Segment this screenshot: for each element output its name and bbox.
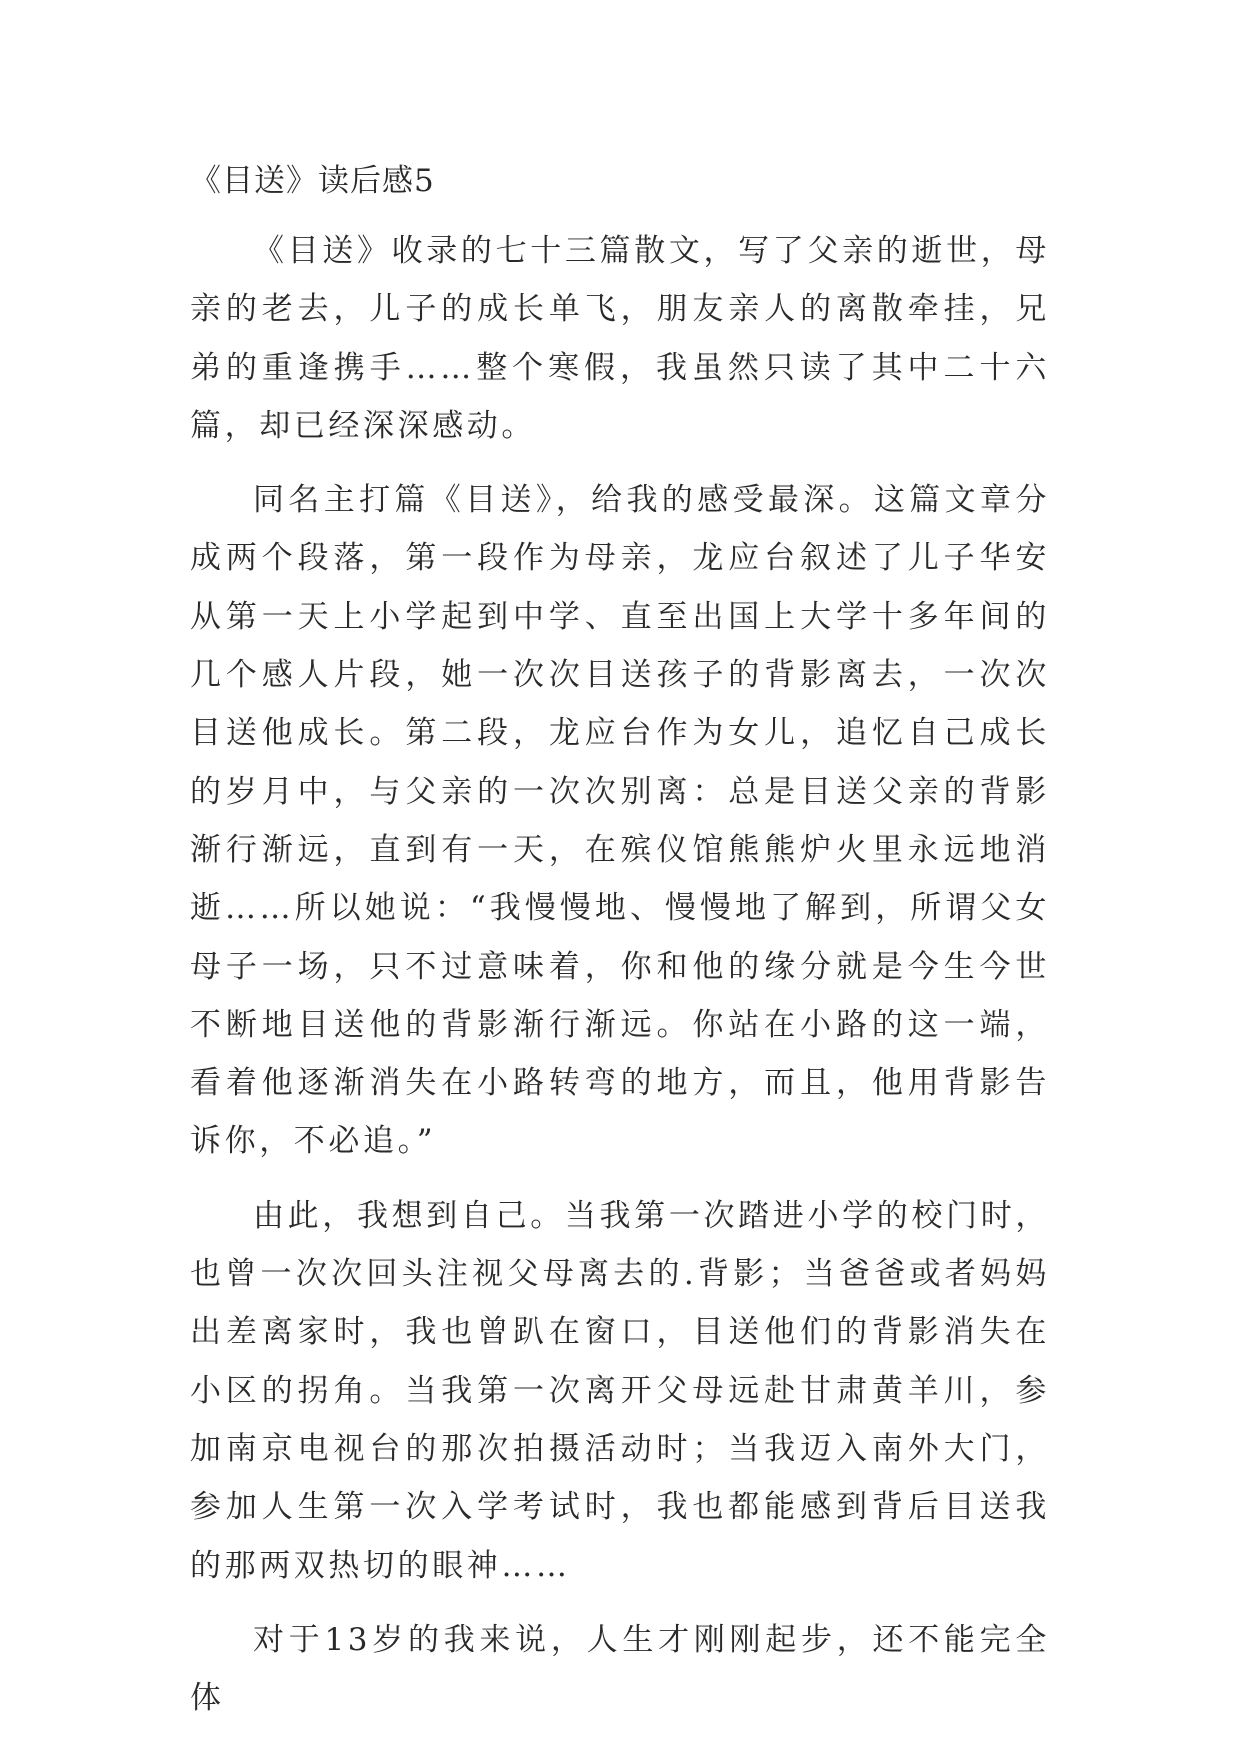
paragraph-1: 《目送》收录的七十三篇散文，写了父亲的逝世，母亲的老去，儿子的成长单飞，朋友亲人的离散牵挂，兄弟的重逢携手……整个寒假，我虽然只读了其中二十六篇，却已经深深感动。: [190, 233, 1050, 444]
document-title: 《目送》读后感5: [190, 163, 435, 199]
document-page: [190, 160, 1050, 1743]
paragraph-3: 由此，我想到自己。当我第一次踏进小学的校门时，也曾一次次回头注视父母离去的.背影；当爸爸或者妈妈出差离家时，我也曾趴在窗口，目送他们的背影消失在小区的拐角。当我第一次离开父母远赴甘肃黄羊川，参加南京电视台的那次拍摄活动时；当我迈入南外大门，参加人生第一次入学考试时，我也都能感到背后目送我的那两双热切的眼神……: [190, 1197, 1050, 1584]
paragraph-2: 同名主打篇《目送》，给我的感受最深。这篇文章分成两个段落，第一段作为母亲，龙应台叙述了儿子华安从第一天上小学起到中学、直至出国上大学十多年间的几个感人片段，她一次次目送孩子的背影离去，一次次目送他成长。第二段，龙应台作为女儿，追忆自己成长的岁月中，与父亲的一次次别离：总是目送父亲的背影渐行渐远，直到有一天，在殡仪馆熊熊炉火里永远地消逝……所以她说：“我慢慢地、慢慢地了解到，所谓父女母子一场，只不过意味着，你和他的缘分就是今生今世不断地目送他的背影渐行渐远。你站在小路的这一端，看着他逐渐消失在小路转弯的地方，而且，他用背影告诉你，不必追。”: [190, 482, 1050, 1160]
paragraph-4: 对于13岁的我来说，人生才刚刚起步，还不能完全体: [190, 1621, 1050, 1717]
